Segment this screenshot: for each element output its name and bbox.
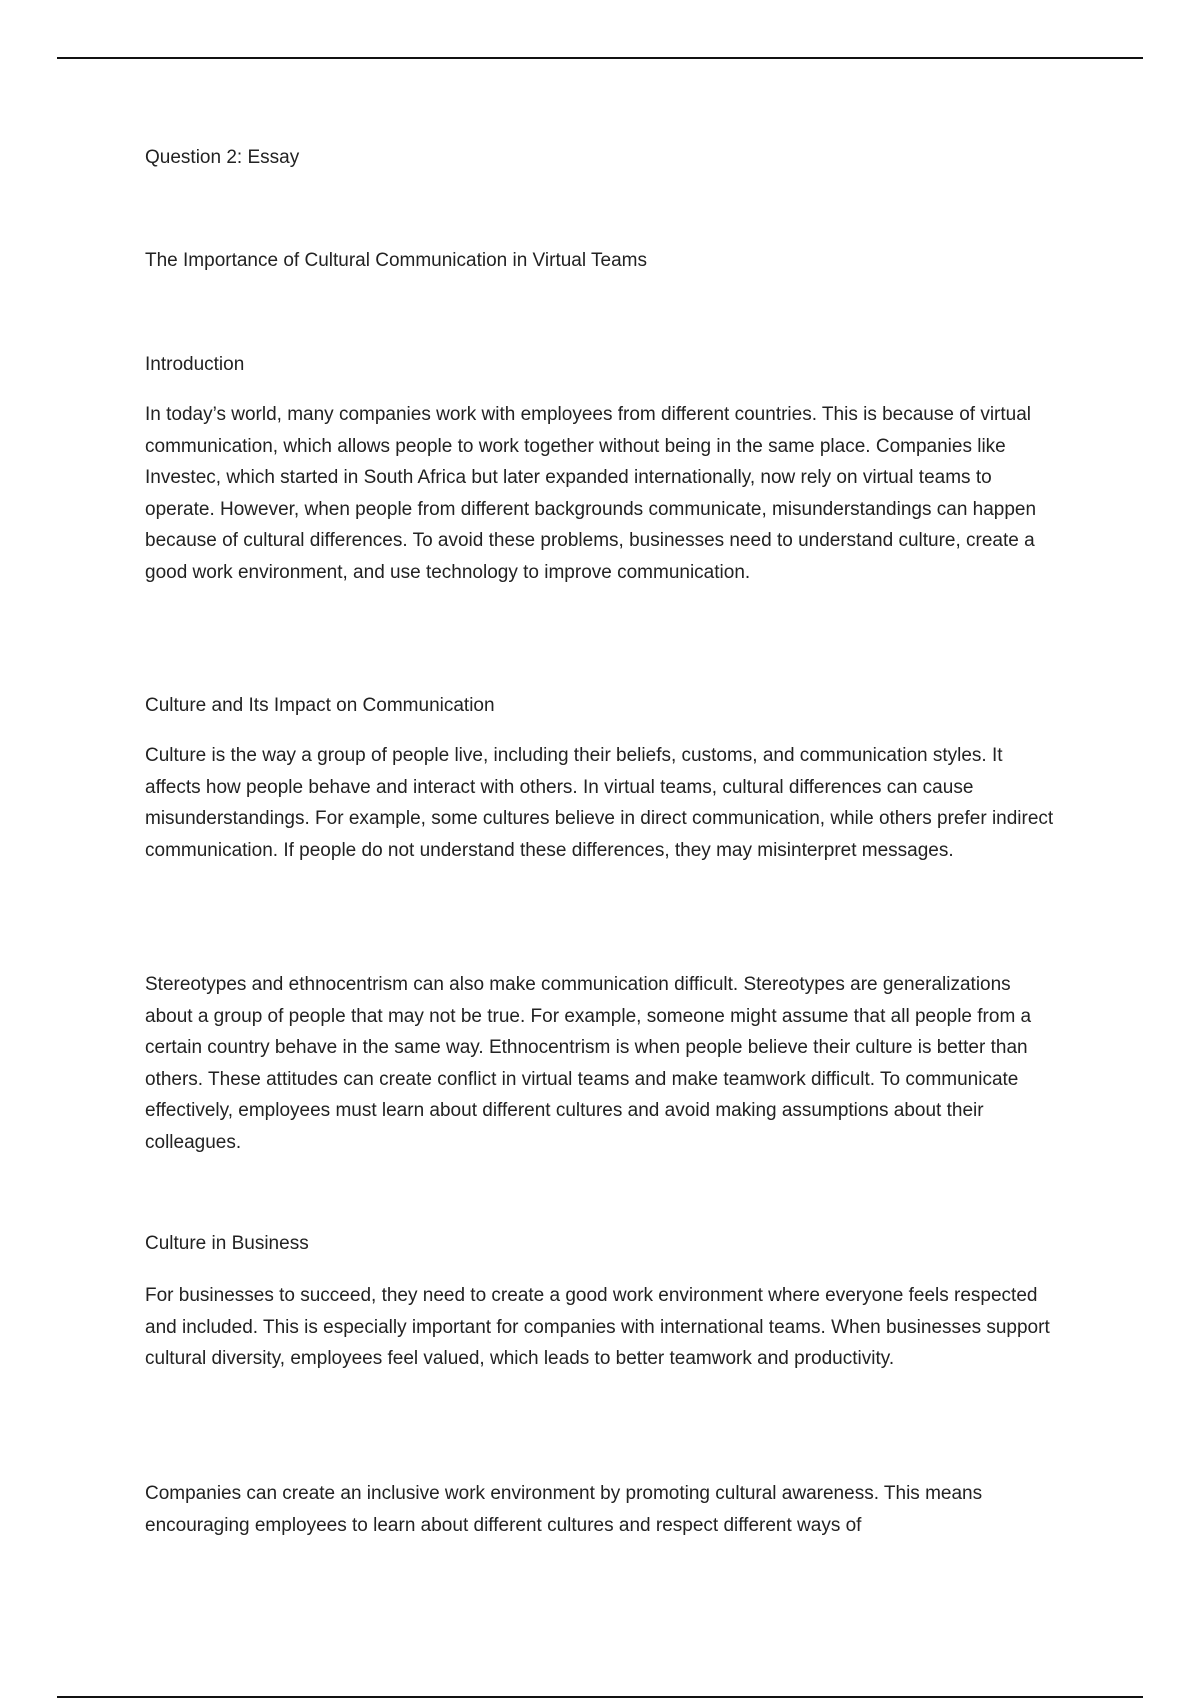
paragraph-culture-impact-2: Stereotypes and ethnocentrism can also make communication difficult. Stereotypes are generalizations about a group of people that may not be true. For example, someone might assume that all people from a certain country behave in the same way. Ethnocentrism is when people believe their culture is better than others. These attitudes can create conflict in virtual teams and make teamwork difficult. To communicate effectively, employees must learn about different cultures and avoid making assumptions about their colleagues.	[145, 974, 1032, 1153]
paragraph-introduction: In today’s world, many companies work with employees from different countries. This is because of virtual communication, which allows people to work together without being in the same place. Companies like Investec, which started in South Africa but later expanded internationally, now rely on virtual teams to operate. However, when people from different backgrounds communicate, misunderstandings can happen because of cultural differences. To avoid these problems, businesses need to understand culture, create a good work environment, and use technology to improve communication.	[145, 404, 1037, 583]
essay-title: The Importance of Cultural Communication in Virtual Teams	[145, 250, 647, 271]
paragraph-culture-business-2: Companies can create an inclusive work environment by promoting cultural awareness. This means encouraging employees to learn about different cultures and respect different ways of	[145, 1483, 983, 1536]
question-label: Question 2: Essay	[145, 147, 300, 168]
footer-rule	[57, 1696, 1143, 1698]
header-rule	[57, 57, 1143, 59]
section-heading-introduction: Introduction	[145, 354, 245, 375]
section-heading-culture-business: Culture in Business	[145, 1233, 309, 1254]
section-heading-culture-impact: Culture and Its Impact on Communication	[145, 695, 495, 716]
paragraph-culture-business-1: For businesses to succeed, they need to create a good work environment where everyone feels respected and included. This is especially important for companies with international teams. When businesses support cultural diversity, employees feel valued, which leads to better teamwork and productivity.	[145, 1285, 1050, 1369]
paragraph-culture-impact-1: Culture is the way a group of people live, including their beliefs, customs, and communication styles. It affects how people behave and interact with others. In virtual teams, cultural differences can cause misunderstandings. For example, some cultures believe in direct communication, while others prefer indirect communication. If people do not understand these differences, they may misinterpret messages.	[145, 745, 1054, 861]
